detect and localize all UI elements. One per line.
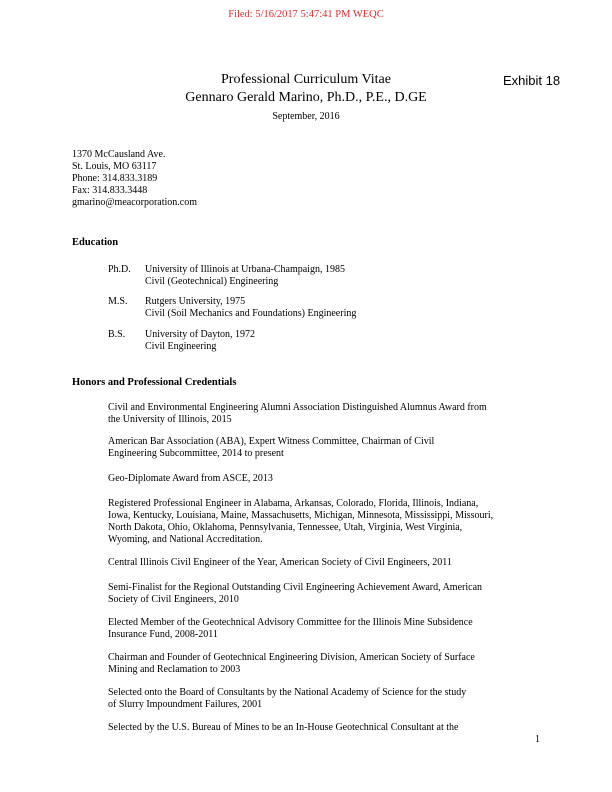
institution: University of Illinois at Urbana-Champaign, 1985	[145, 264, 345, 275]
honor-item	[108, 402, 538, 426]
contact-address	[72, 149, 197, 209]
honor-line: Selected onto the Board of Consultants by the National Academy of Science for the study	[108, 687, 467, 698]
degree-detail	[145, 329, 255, 353]
document-title: Professional Curriculum Vitae	[221, 72, 391, 87]
honor-line: Iowa, Kentucky, Louisiana, Maine, Massachusetts, Michigan, Minnesota, Mississippi, Missouri,	[108, 510, 494, 521]
honor-line: Insurance Fund, 2008-2011	[108, 629, 218, 640]
address-line: 1370 McCausland Ave.	[72, 149, 166, 160]
phone-line: Phone: 314.833.3189	[72, 173, 158, 184]
honor-line: Central Illinois Civil Engineer of the Year, American Society of Civil Engineers, 2011	[108, 557, 452, 568]
fax-line: Fax: 314.833.3448	[72, 185, 148, 196]
honor-line: the University of Illinois, 2015	[108, 414, 232, 425]
honor-item	[108, 473, 538, 485]
honor-line: Selected by the U.S. Bureau of Mines to be an In-House Geotechnical Consultant at the	[108, 722, 459, 733]
honor-item	[108, 687, 538, 711]
honor-line: Society of Civil Engineers, 2010	[108, 594, 239, 605]
honor-line: Elected Member of the Geotechnical Advisory Committee for the Illinois Mine Subsidence	[108, 617, 473, 628]
degree: B.S.	[108, 329, 126, 340]
institution: University of Dayton, 1972	[145, 329, 255, 340]
honor-item	[108, 582, 538, 606]
honor-item	[108, 436, 538, 460]
honor-line: Wyoming, and National Accreditation.	[108, 534, 263, 545]
degree: Ph.D.	[108, 264, 131, 275]
filed-stamp: Filed: 5/16/2017 5:47:41 PM WEQC	[228, 9, 384, 20]
honor-line: Geo-Diplomate Award from ASCE, 2013	[108, 473, 273, 484]
field: Civil (Soil Mechanics and Foundations) Engineering	[145, 308, 357, 319]
honor-item	[108, 652, 538, 676]
honor-item	[108, 557, 538, 569]
degree-detail	[145, 264, 345, 288]
honor-line: American Bar Association (ABA), Expert Witness Committee, Chairman of Civil	[108, 436, 435, 447]
field: Civil Engineering	[145, 341, 217, 352]
honor-line: Chairman and Founder of Geotechnical Engineering Division, American Society of Surface	[108, 652, 475, 663]
honor-line: North Dakota, Ohio, Oklahoma, Pennsylvania, Tennessee, Utah, Virginia, West Virginia,	[108, 522, 463, 533]
honor-line: Civil and Environmental Engineering Alumni Association Distinguished Alumnus Award from	[108, 402, 487, 413]
field: Civil (Geotechnical) Engineering	[145, 276, 279, 287]
honor-item	[108, 498, 538, 546]
institution: Rutgers University, 1975	[145, 296, 246, 307]
honor-item	[108, 617, 538, 641]
exhibit-label: Exhibit 18	[503, 73, 561, 88]
honor-line: Semi-Finalist for the Regional Outstanding Civil Engineering Achievement Award, American	[108, 582, 483, 593]
page-number: 1	[535, 734, 540, 745]
honor-line: of Slurry Impoundment Failures, 2001	[108, 699, 263, 710]
honor-item	[108, 722, 538, 734]
address-line: St. Louis, MO 63117	[72, 161, 157, 172]
email-line: gmarino@meacorporation.com	[72, 197, 197, 208]
author-name: Gennaro Gerald Marino, Ph.D., P.E., D.GE	[185, 90, 427, 105]
degree-detail	[145, 296, 356, 320]
degree: M.S.	[108, 296, 128, 307]
honor-line: Registered Professional Engineer in Alabama, Arkansas, Colorado, Florida, Illinois, Indiana,	[108, 498, 479, 509]
honors-heading: Honors and Professional Credentials	[72, 377, 237, 388]
education-heading: Education	[72, 237, 119, 248]
document-date: September, 2016	[272, 111, 340, 122]
honor-line: Mining and Reclamation to 2003	[108, 664, 241, 675]
honor-line: Engineering Subcommittee, 2014 to present	[108, 448, 284, 459]
